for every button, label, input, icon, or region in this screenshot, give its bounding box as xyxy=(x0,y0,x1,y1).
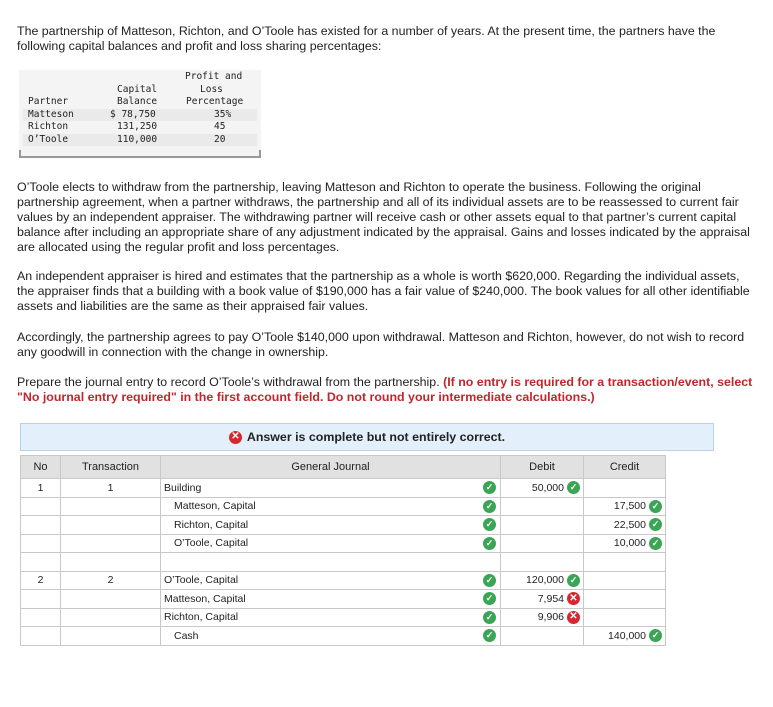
debit-amount: 7,954 xyxy=(537,592,564,605)
credit-amount: 17,500 xyxy=(613,500,646,513)
credit-field[interactable] xyxy=(584,497,666,516)
account-field[interactable] xyxy=(161,497,501,516)
account-name: O’Toole, Capital xyxy=(164,574,239,587)
journal-row xyxy=(21,479,666,498)
partner-header: Partner xyxy=(28,96,69,107)
pl-percentage: 35% xyxy=(214,108,232,120)
credit-amount: 140,000 xyxy=(608,629,646,642)
problem-intro: The partnership of Matteson, Richton, and O’Toole has existed for a number of years. At the present time, the partners have the following capital balances and profit and loss sharing percentages: xyxy=(17,24,716,53)
x-icon: ✕ xyxy=(567,592,580,605)
partner-name: Richton xyxy=(28,121,69,132)
credit-amount: 10,000 xyxy=(613,537,646,550)
journal-row xyxy=(21,608,666,627)
debit-field[interactable] xyxy=(501,534,584,553)
account-field[interactable] xyxy=(161,627,501,646)
transaction-number xyxy=(61,497,161,516)
col-no-header: No xyxy=(21,456,61,479)
credit-field[interactable] xyxy=(584,516,666,535)
debit-amount: 50,000 xyxy=(531,481,564,494)
entry-number xyxy=(21,497,61,516)
entry-number xyxy=(21,590,61,609)
journal-row xyxy=(21,590,666,609)
capital-header-line1: Capital xyxy=(117,83,158,95)
pl-header-line3: Percentage xyxy=(186,96,244,107)
capital-balance: 110,000 xyxy=(117,133,158,145)
check-icon: ✓ xyxy=(567,481,580,494)
instructions-note: (If no entry is required for a transaction/event, select "No journal entry required" in the first account field. Do not round your intermediate calculations.) xyxy=(17,375,753,404)
transaction-number xyxy=(61,590,161,609)
appraisal-paragraph: An independent appraiser is hired and estimates that the partnership as a whole is worth $620,000. Regarding the individual assets, the appraiser finds that a building with a book value of $190,000 has a fair value of $240,000. The book values for all other identifiable assets and liabilities are the same as their appraised fair values. xyxy=(17,269,750,313)
entry-number xyxy=(21,534,61,553)
journal-row xyxy=(21,571,666,590)
debit-field[interactable] xyxy=(501,516,584,535)
capital-balance: 131,250 xyxy=(117,121,158,132)
account-name: Richton, Capital xyxy=(174,518,249,531)
col-debit-header: Debit xyxy=(501,456,584,479)
entry-number: 1 xyxy=(21,479,61,498)
capital-balances-table xyxy=(19,70,261,158)
debit-field[interactable] xyxy=(501,590,584,609)
col-transaction-header: Transaction xyxy=(61,456,161,479)
check-icon: ✓ xyxy=(483,574,496,587)
col-credit-header: Credit xyxy=(584,456,666,479)
entry-number xyxy=(21,516,61,535)
partner-name: Matteson xyxy=(28,108,74,120)
journal-entry-table xyxy=(20,455,666,646)
account-field[interactable] xyxy=(161,571,501,590)
debit-amount: 9,906 xyxy=(537,611,564,624)
account-name: Matteson, Capital xyxy=(164,592,246,605)
debit-field[interactable] xyxy=(501,627,584,646)
credit-field[interactable] xyxy=(584,571,666,590)
credit-field[interactable] xyxy=(584,479,666,498)
pl-header-line1: Profit and xyxy=(185,71,243,82)
journal-row xyxy=(21,553,666,572)
capital-header-line2: Balance xyxy=(117,96,158,107)
transaction-number: 1 xyxy=(61,479,161,498)
check-icon: ✓ xyxy=(567,574,580,587)
check-icon: ✓ xyxy=(483,629,496,642)
journal-header-row xyxy=(21,456,666,479)
debit-field[interactable] xyxy=(501,608,584,627)
answer-status-banner xyxy=(20,423,714,451)
account-name: Building xyxy=(164,481,202,494)
account-field[interactable] xyxy=(161,516,501,535)
transaction-number: 2 xyxy=(61,571,161,590)
debit-field[interactable] xyxy=(501,571,584,590)
pl-percentage: 45 xyxy=(214,121,226,132)
withdrawal-paragraph: O’Toole elects to withdraw from the partnership, leaving Matteson and Richton to operate the business. Following the original partnership agreement, when a partner withdraws, the partnership and all of its individual assets are to be reassessed to current fair values by an independent appraiser. The withdrawing partner will receive cash or other assets equal to that partner’s current capital balance after including an appropriate share of any adjustment indicated by the appraisal. Gains and losses indicated by the appraisal are allocated using the regular profit and loss percentages. xyxy=(17,180,750,254)
transaction-number xyxy=(61,627,161,646)
instructions-text: Prepare the journal entry to record O’Toole’s withdrawal from the partnership. xyxy=(17,375,444,389)
account-name: Richton, Capital xyxy=(164,611,239,624)
capital-balance: $ 78,750 xyxy=(110,108,156,120)
account-name: Cash xyxy=(174,629,199,642)
credit-amount: 22,500 xyxy=(613,518,646,531)
check-icon: ✓ xyxy=(483,611,496,624)
account-name: Matteson, Capital xyxy=(174,500,256,513)
journal-row xyxy=(21,516,666,535)
instructions-paragraph xyxy=(17,375,757,405)
entry-number xyxy=(21,608,61,627)
check-icon: ✓ xyxy=(649,500,662,513)
x-icon: ✕ xyxy=(229,431,242,444)
entry-number: 2 xyxy=(21,571,61,590)
check-icon: ✓ xyxy=(483,481,496,494)
pl-percentage: 20 xyxy=(214,133,226,145)
col-general-journal-header: General Journal xyxy=(161,456,501,479)
credit-field[interactable] xyxy=(584,590,666,609)
entry-number xyxy=(21,627,61,646)
account-field[interactable] xyxy=(161,608,501,627)
account-field[interactable] xyxy=(161,590,501,609)
check-icon: ✓ xyxy=(483,592,496,605)
answer-status-text: Answer is complete but not entirely correct. xyxy=(246,430,506,444)
journal-row xyxy=(21,534,666,553)
account-field[interactable] xyxy=(161,534,501,553)
x-icon: ✕ xyxy=(567,611,580,624)
credit-field[interactable] xyxy=(584,627,666,646)
debit-amount: 120,000 xyxy=(526,574,564,587)
journal-row xyxy=(21,627,666,646)
account-name: O’Toole, Capital xyxy=(174,537,249,550)
journal-row xyxy=(21,497,666,516)
account-field[interactable] xyxy=(161,479,501,498)
debit-field[interactable] xyxy=(501,479,584,498)
transaction-number xyxy=(61,534,161,553)
transaction-number xyxy=(61,516,161,535)
check-icon: ✓ xyxy=(649,629,662,642)
partner-name: O’Toole xyxy=(28,133,69,145)
check-icon: ✓ xyxy=(483,518,496,531)
pl-header-line2: Loss xyxy=(200,83,223,95)
check-icon: ✓ xyxy=(483,500,496,513)
payment-paragraph: Accordingly, the partnership agrees to pay O’Toole $140,000 upon withdrawal. Matteson and Richton, however, do not wish to record any goodwill in connection with the change in ownership. xyxy=(17,330,745,359)
transaction-number xyxy=(61,608,161,627)
credit-field[interactable] xyxy=(584,608,666,627)
check-icon: ✓ xyxy=(649,537,662,550)
debit-field[interactable] xyxy=(501,497,584,516)
check-icon: ✓ xyxy=(483,537,496,550)
credit-field[interactable] xyxy=(584,534,666,553)
check-icon: ✓ xyxy=(649,518,662,531)
